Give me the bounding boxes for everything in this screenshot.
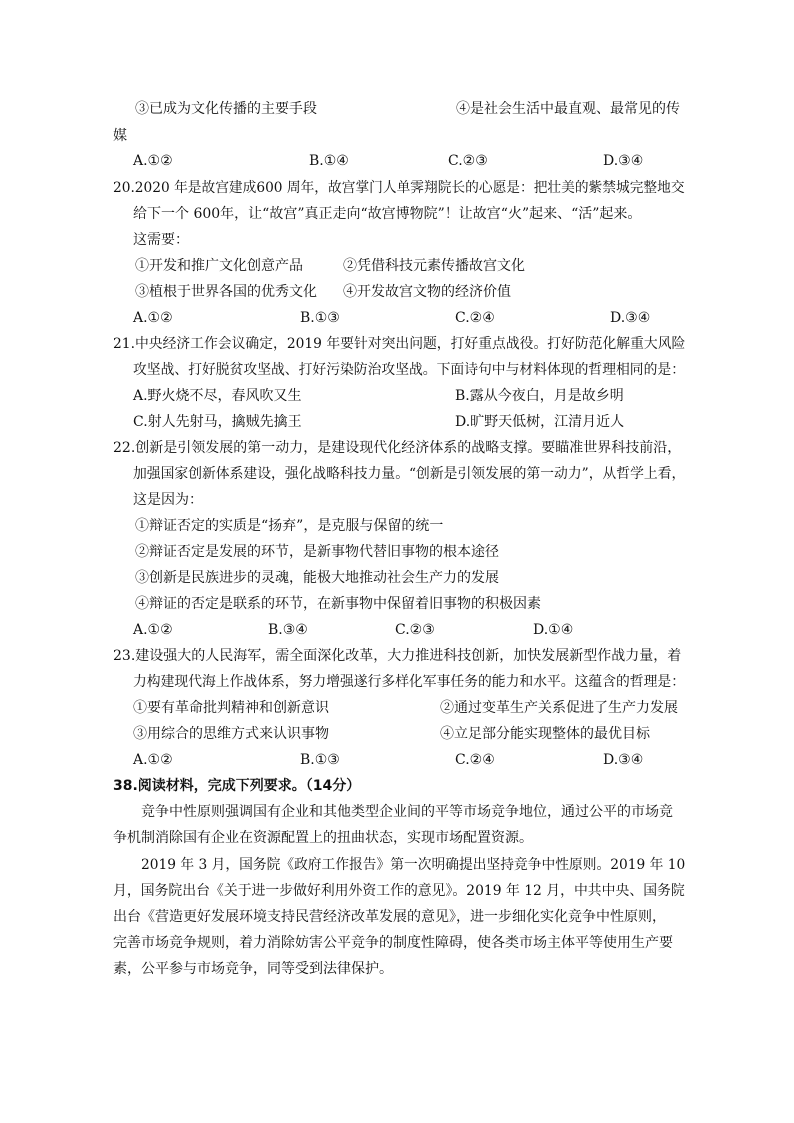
q23-option-b: B.①③ [300,752,340,768]
q22-stem-line: 这是因为： [133,492,203,508]
q22-item-4: ④辩证的否定是联系的环节，在新事物中保留着旧事物的积极因素 [135,596,541,612]
q22-item-2: ②辩证否定是发展的环节，是新事物代替旧事物的根本途径 [135,544,499,560]
q20-option-c: C.②④ [455,310,495,326]
q23-stem-line: 力构建现代海上作战体系，努力增强遂行多样化军事任务的能力和水平。这蕴含的哲理是： [133,674,685,690]
q22-option-b: B.③④ [268,622,308,638]
q23-item-4: ④立足部分能实现整体的最优目标 [440,726,650,742]
q22-option-a: A.①② [133,622,173,638]
q23-item-2: ②通过变革生产关系促进了生产力发展 [440,700,678,716]
q23-option-d: D.③④ [603,752,644,768]
q19-option-d: D.③④ [603,153,644,169]
q20-stem-line: 给下一个 600年，让“故宫”真正走向“故宫博物院”！让故宫“火”起来、“活”起来。 [133,206,642,222]
q23-option-c: C.②④ [455,752,495,768]
q20-option-a: A.①② [133,310,173,326]
q21-stem-line: 攻坚战、打好脱贫攻坚战、打好污染防治攻坚战。下面诗句中与材料体现的哲理相同的是： [133,362,685,378]
q38-para2-line: 完善市场竞争规则，着力消除妨害公平竞争的制度性障碍，使各类市场主体平等使用生产要 [113,935,673,951]
q38-para2-line: 素，公平参与市场竞争，同等受到法律保护。 [113,961,393,977]
q22-stem-line: 加强国家创新体系建设，强化战略科技力量。“创新是引领发展的第一动力”，从哲学上看， [133,466,686,482]
q19-option-b: B.①④ [309,153,349,169]
q20-option-b: B.①③ [300,310,340,326]
q23-stem-line: 23.建设强大的人民海军，需全面深化改革，大力推进科技创新，加快发展新型作战力量，着 [113,648,682,664]
q21-stem-line: 21.中央经济工作会议确定，2019 年要针对突出问题，打好重点战役。打好防范化解重大风险 [113,336,686,352]
q38-para2-line: 出台《营造更好发展环境支持民营经济改革发展的意见》，进一步细化实化竞争中性原则， [113,909,666,925]
q22-option-d: D.①④ [533,622,574,638]
q38-para1-line: 竞争中性原则强调国有企业和其他类型企业间的平等市场竞争地位，通过公平的市场竞 [141,804,673,820]
q21-option-b: B.露从今夜白，月是故乡明 [455,388,624,404]
q21-option-c: C.射人先射马，擒贼先擒王 [133,414,302,430]
q19-item-3: ③已成为文化传播的主要手段 [135,101,317,117]
q20-item-3: ③植根于世界各国的优秀文化 [135,284,317,300]
q21-option-a: A.野火烧不尽，春风吹又生 [133,388,302,404]
q20-option-d: D.③④ [610,310,651,326]
q38-heading: 38.阅读材料，完成下列要求。（14分） [113,778,361,794]
q21-option-d: D.旷野天低树，江清月近人 [455,414,625,430]
q38-para2-line: 2019 年 3 月，国务院《政府工作报告》第一次明确提出坚持竞争中性原则。2019 年 10 [141,857,686,873]
q19-option-a: A.①② [133,153,173,169]
q19-option-c: C.②③ [448,153,488,169]
q20-item-2: ②凭借科技元素传播故宫文化 [343,258,525,274]
q22-option-c: C.②③ [395,622,435,638]
q19-item-4-wrap: 媒 [113,128,127,144]
q23-item-3: ③用综合的思维方式来认识事物 [133,726,329,742]
q23-option-a: A.①② [133,752,173,768]
q22-item-3: ③创新是民族进步的灵魂，能极大地推动社会生产力的发展 [135,570,499,586]
q38-para2-line: 月，国务院出台《关于进一步做好利用外资工作的意见》。2019 年 12 月，中共中央、国务院 [113,883,685,899]
q20-item-1: ①开发和推广文化创意产品 [135,258,303,274]
q20-stem-line: 这需要： [133,232,189,248]
q20-item-4: ④开发故宫文物的经济价值 [343,284,511,300]
q20-stem-line: 20.2020 年是故宫建成600 周年，故宫掌门人单霁翔院长的心愿是：把壮美的紫禁城完整地交 [113,180,685,196]
q22-item-1: ①辩证否定的实质是“扬弃”，是克服与保留的统一 [135,518,444,534]
q38-para1-line: 争机制消除国有企业在资源配置上的扭曲状态，实现市场配置资源。 [113,830,533,846]
q23-item-1: ①要有革命批判精神和创新意识 [133,700,329,716]
q22-stem-line: 22.创新是引领发展的第一动力，是建设现代化经济体系的战略支撑。要瞄准世界科技前沿， [113,440,682,456]
q19-item-4: ④是社会生活中最直观、最常见的传 [456,101,680,117]
